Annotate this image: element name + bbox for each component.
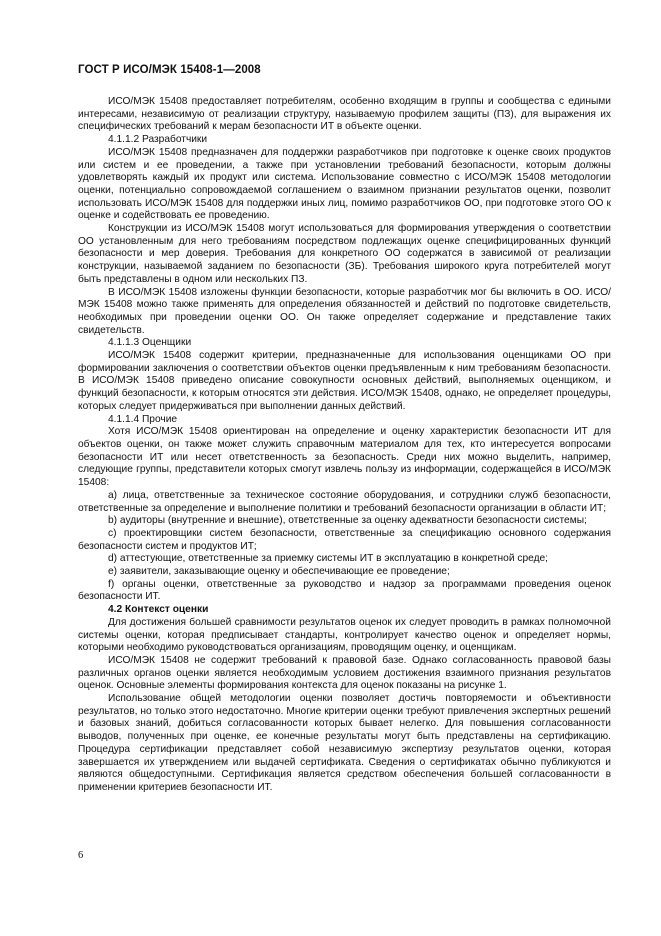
paragraph: Для достижения большей сравнимости результатов оценок их следует проводить в рамках полномочной системы оценки, которая предписывает стандарты, контролирует качество оценок и определяет нормы, которыми необходимо руководствоваться организациям, проводящим оценку, и оценщикам. bbox=[78, 616, 611, 654]
list-item: f) органы оценки, ответственные за руководство и надзор за программами проведения оценок безопасности ИТ. bbox=[78, 578, 611, 603]
list-item: a) лица, ответственные за техническое состояние оборудования, и сотрудники служб безопасности, ответственные за определение и выполнение политики и требований безопасности организации в области ИТ; bbox=[78, 489, 611, 514]
paragraph: Использование общей методологии оценки позволяет достичь повторяемости и объективности результатов, но только этого недостаточно. Многие критерии оценки требуют привлечения экспертных решений и базовых знаний, добиться согласованности которых бывает нелегко. Для повышения согласованности выводов, полученных при оценке, ее конечные результаты могут быть представлены на сертификацию. Процедура сертификации представляет собой независимую экспертизу результатов оценки, которая завершается их утверждением или выдачей сертификата. Сведения о сертификатах обычно публикуются и являются общедоступными. Сертификация является средством обеспечения большей согласованности в применении критериев безопасности ИТ. bbox=[78, 693, 611, 793]
section-heading: 4.1.1.4 Прочие bbox=[108, 413, 178, 425]
paragraph: В ИСО/МЭК 15408 изложены функции безопасности, которые разработчик мог бы включить в ОО. ИСО/МЭК 15408 можно также применять для определения обязанностей и действий по подготовке свидетельств, необходимых при проведении оценки ОО. Он также определяет содержание и представление таких свидетельств. bbox=[78, 286, 611, 336]
section-heading: 4.1.1.3 Оценщики bbox=[108, 337, 192, 349]
section-heading: 4.1.1.2 Разработчики bbox=[108, 134, 208, 146]
section-heading-bold: 4.2 Контекст оценки bbox=[108, 604, 209, 616]
document-header: ГОСТ Р ИСО/МЭК 15408-1—2008 bbox=[78, 64, 261, 76]
paragraph: ИСО/МЭК 15408 предназначен для поддержки разработчиков при подготовке к оценке своих продуктов или систем и ее проведении, а также при установлении требований безопасности, которым должны удовлетворять каждый их продукт или система. Использование совместно с ИСО/МЭК 15408 методологии оценки, потенциально сопровождаемой соглашением о взаимном признании результатов оценки, позволит использовать ИСО/МЭК 15408 для поддержки иных лиц, помимо разработчиков ОО, при подготовке этого ОО к оценке и содействовать ее проведению. bbox=[78, 146, 611, 222]
paragraph: Конструкции из ИСО/МЭК 15408 могут использоваться для формирования утверждения о соответствии ОО установленным для него требованиям посредством подлежащих оценке специфицированных функций безопасности и мер доверия. Требования для конкретного ОО содержатся в зависимой от реализации конструкции, называемой заданием по безопасности (ЗБ). Требования широкого круга потребителей могут быть представлены в одном или нескольких ПЗ. bbox=[78, 223, 611, 285]
paragraph: ИСО/МЭК 15408 не содержит требований к правовой базе. Однако согласованность правовой базы различных органов оценки является необходимым условием достижения взаимного признания результатов оценок. Основные элементы формирования контекста для оценок показаны на рисунке 1. bbox=[78, 654, 611, 692]
document-body bbox=[78, 96, 611, 795]
list-item: b) аудиторы (внутренние и внешние), ответственные за оценку адекватности безопасности системы; bbox=[108, 515, 587, 527]
page-number: 6 bbox=[78, 850, 84, 861]
paragraph: ИСО/МЭК 15408 предоставляет потребителям, особенно входящим в группы и сообщества с едиными интересами, независимую от реализации структуру, называемую профилем защиты (ПЗ), для выражения их специфических требований к мерам безопасности ИТ в объекте оценки. bbox=[78, 96, 611, 133]
list-item: d) аттестующие, ответственные за приемку системы ИТ в эксплуатацию в конкретной среде; bbox=[108, 553, 549, 565]
list-item: c) проектировщики систем безопасности, ответственные за спецификацию основного содержания безопасности систем и продуктов ИТ; bbox=[78, 527, 611, 552]
paragraph: ИСО/МЭК 15408 содержит критерии, предназначенные для использования оценщиками ОО при формировании заключения о соответствии объектов оценки предъявленным к ним требованиям безопасности. В ИСО/МЭК 15408 приведено описание совокупности основных действий, выполняемых оценщиком, и функций безопасности, к которым относятся эти действия. ИСО/МЭК 15408, однако, не определяет процедуры, которых следует придерживаться при выполнении данных действий. bbox=[78, 350, 611, 412]
list-item: e) заявители, заказывающие оценку и обеспечивающие ее проведение; bbox=[108, 566, 450, 578]
paragraph: Хотя ИСО/МЭК 15408 ориентирован на определение и оценку характеристик безопасности ИТ для объектов оценки, он также может служить справочным материалом для тех, кто интересуется вопросами безопасности ИТ или несет ответственность за безопасность. Среди них можно выделить, например, следующие группы, представители которых смогут извлечь пользу из информации, содержащейся в ИСО/МЭК 15408: bbox=[78, 426, 611, 489]
